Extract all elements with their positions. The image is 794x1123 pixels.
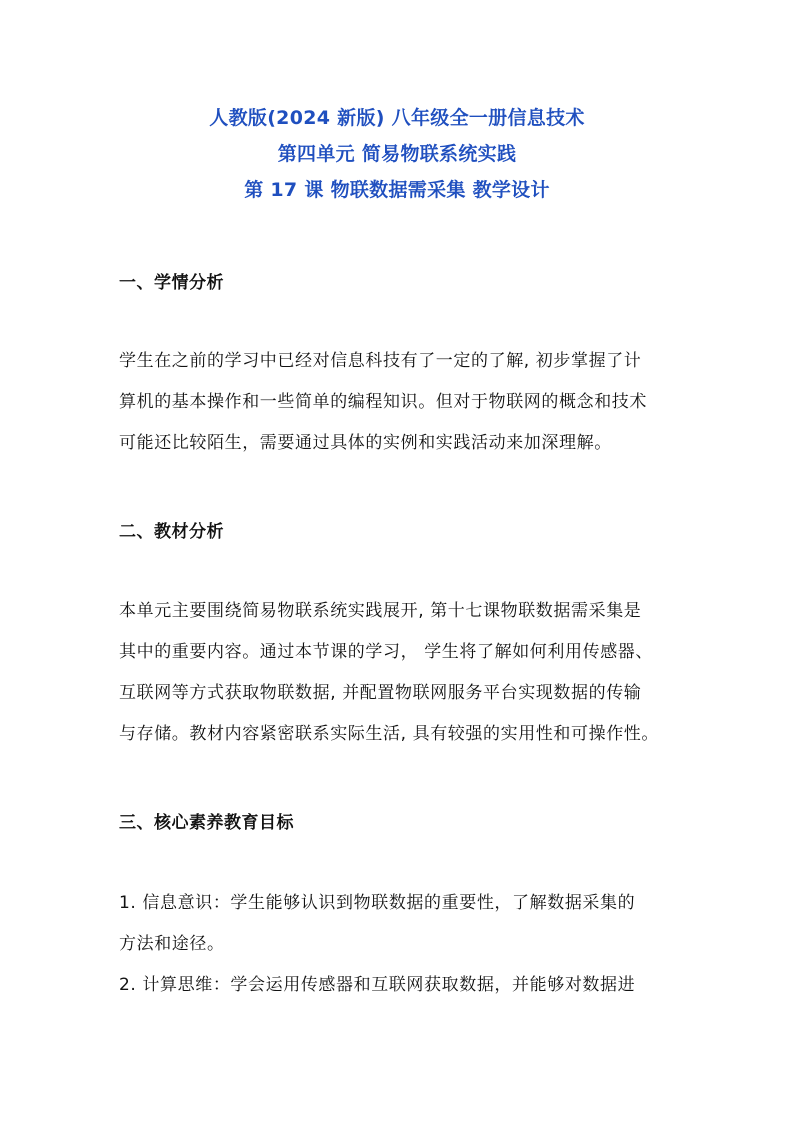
section-heading-core-objectives: 三、核心素养教育目标 <box>119 813 294 833</box>
section-heading-textbook-analysis: 二、教材分析 <box>119 522 224 542</box>
document-title <box>0 100 794 208</box>
objective-line: 2. 计算思维：学会运用传感器和互联网获取数据，并能够对数据进 <box>119 975 636 995</box>
paragraph-line: 互联网等方式获取物联数据, 并配置物联网服务平台实现数据的传输 <box>119 683 642 703</box>
paragraph-student-analysis <box>119 341 689 464</box>
title-textbook: 人教版(2024 新版) 八年级全一册信息技术 <box>209 107 585 129</box>
paragraph-line: 可能还比较陌生，需要通过具体的实例和实践活动来加深理解。 <box>119 433 612 453</box>
objective-line: 方法和途径。 <box>119 934 225 954</box>
paragraph-line: 与存储。教材内容紧密联系实际生活, 具有较强的实用性和可操作性。 <box>119 724 660 744</box>
section-heading-student-analysis: 一、学情分析 <box>119 273 224 293</box>
paragraph-core-objectives <box>119 883 689 1006</box>
title-unit: 第四单元 简易物联系统实践 <box>277 143 517 165</box>
paragraph-line: 算机的基本操作和一些简单的编程知识。但对于物联网的概念和技术 <box>119 392 647 412</box>
paragraph-line: 本单元主要围绕简易物联系统实践展开, 第十七课物联数据需采集是 <box>119 601 642 621</box>
paragraph-line: 学生在之前的学习中已经对信息科技有了一定的了解, 初步掌握了计 <box>119 351 642 371</box>
objective-line: 1. 信息意识：学生能够认识到物联数据的重要性，了解数据采集的 <box>119 893 636 913</box>
paragraph-textbook-analysis <box>119 591 689 755</box>
title-lesson: 第 17 课 物联数据需采集 教学设计 <box>244 179 550 201</box>
paragraph-line: 其中的重要内容。通过本节课的学习， 学生将了解如何利用传感器、 <box>119 642 654 662</box>
